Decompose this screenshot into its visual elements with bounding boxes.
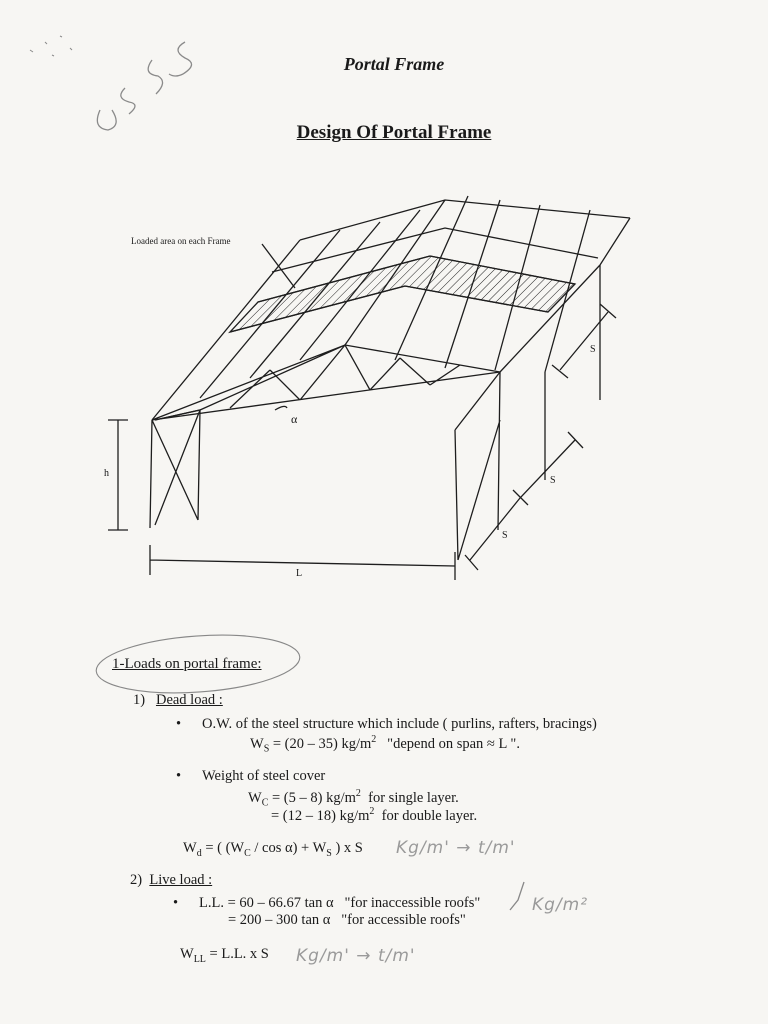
dead-load-number: 1) <box>133 692 146 708</box>
S-dimension <box>465 432 583 570</box>
wc2-line <box>271 806 477 825</box>
L-dimension <box>150 545 455 580</box>
ll1-value: L.L. = 60 – 66.67 tan α <box>199 895 334 911</box>
cover-text: • Weight of steel cover <box>202 768 325 785</box>
S-label-2: S <box>502 530 508 541</box>
wd-sub: d <box>196 847 202 859</box>
wd-formula: = ( (W <box>201 840 245 856</box>
wd-prefix: W <box>183 840 197 856</box>
header-title: Portal Frame <box>343 54 445 74</box>
wd-mid: / cos α) + W <box>250 840 327 856</box>
wll-formula: = L.L. x S <box>209 946 269 962</box>
ll1-line <box>199 895 480 912</box>
wc2-sup: 2 <box>369 806 375 817</box>
h-label: h <box>104 468 109 479</box>
wll-handwriting: Kg/m' → t/m' <box>296 946 416 966</box>
wc-sub: C <box>261 797 269 809</box>
ll2-value: = 200 – 300 tan α <box>228 912 331 928</box>
ws-line <box>250 734 520 755</box>
ws-note: "depend on span ≈ L ". <box>387 735 520 752</box>
dead-load-heading <box>133 692 223 709</box>
ws-value: = (20 – 35) kg/m <box>269 735 372 752</box>
document-title: Design Of Portal Frame <box>296 122 492 143</box>
wd-handwriting: Kg/m' → t/m' <box>396 838 516 858</box>
live-load-number: 2) <box>130 872 143 888</box>
S-label-3: S <box>590 344 596 355</box>
ll2-note: "for accessible roofs" <box>341 912 466 928</box>
ll2-line <box>228 912 466 929</box>
S-dimension-top <box>552 304 616 378</box>
S-label-1: S <box>550 475 556 486</box>
wll-prefix: W <box>180 946 194 962</box>
live-load-heading <box>130 872 212 889</box>
section-title: 1-Loads on portal frame: <box>112 656 262 672</box>
ws-prefix: W <box>250 735 264 752</box>
L-label: L <box>296 568 303 579</box>
dead-load-label: Dead load : <box>155 692 223 708</box>
ws-sup: 2 <box>371 734 377 745</box>
wc-note: for single layer. <box>368 789 459 806</box>
wd-s-sub: S <box>326 847 332 859</box>
ow-text: • O.W. of the steel structure which include ( purlins, rafters, bracings) <box>202 716 597 733</box>
loaded-area-label: Loaded area on each Frame <box>131 236 231 246</box>
wc-value: = (5 – 8) kg/m <box>268 789 356 806</box>
wc-sup: 2 <box>355 788 361 799</box>
h-dimension <box>108 420 128 530</box>
wc2-value: = (12 – 18) kg/m <box>271 807 370 824</box>
alpha-label: α <box>291 412 298 426</box>
wd-c-sub: C <box>244 847 251 859</box>
ws-sub: S <box>263 743 270 755</box>
leader-line <box>262 244 295 288</box>
ll1-note: "for inaccessible roofs" <box>344 895 481 911</box>
wc2-note: for double layer. <box>381 807 478 824</box>
alpha-arc <box>275 406 287 410</box>
wll-line <box>180 946 269 965</box>
live-load-label: Live load : <box>149 872 213 888</box>
wll-sub: LL <box>193 953 206 965</box>
ll-handwriting: Kg/m² <box>532 895 589 915</box>
wd-end: ) x S <box>331 840 363 856</box>
front-left-column <box>150 410 200 528</box>
wc-prefix: W <box>248 789 262 806</box>
wd-line <box>183 840 363 859</box>
